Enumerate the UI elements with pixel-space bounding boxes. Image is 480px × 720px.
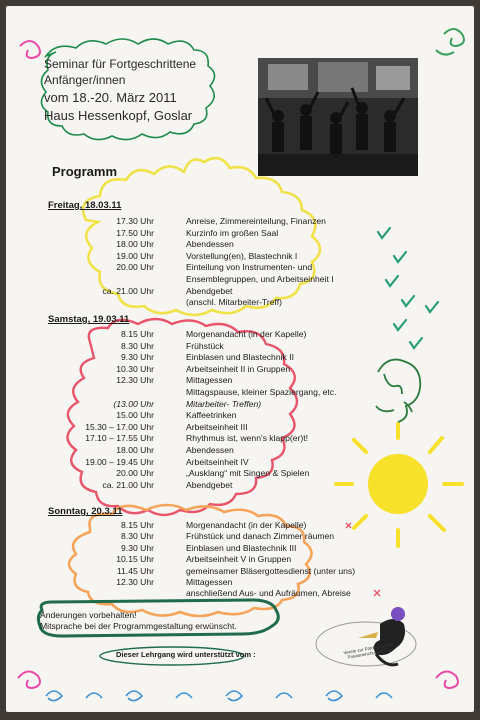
schedule-time: 20.00 Uhr	[116, 468, 154, 479]
schedule-activity: Mittagspause, kleiner Spaziergang, etc.	[186, 387, 337, 397]
notice-line-1: Änderungen vorbehalten!	[40, 610, 137, 620]
notice-line-2: Mitsprache bei der Programmgestaltung erwünscht.	[40, 621, 237, 631]
schedule-activity: anschließend Aus- und Aufräumen, Abreise	[186, 588, 351, 599]
schedule-activity: Arbeitseinheit IV	[186, 456, 249, 467]
schedule-time: 17.50 Uhr	[116, 227, 154, 238]
bottom-swirls	[46, 691, 392, 701]
schedule-activity: Arbeitseinheit V in Gruppen	[186, 554, 292, 565]
schedule-activity: Morgenandacht (in der Kapelle)	[186, 520, 307, 530]
schedule-time: 15.30 – 17.00 Uhr	[85, 421, 154, 432]
schedule-activity: Abendessen	[186, 445, 234, 455]
schedule-time: 8.15 Uhr	[121, 520, 154, 530]
schedule-activity: Ensemblegruppen, und Arbeitseinheit I	[186, 274, 334, 284]
schedule-time: 18.00 Uhr	[116, 239, 154, 250]
schedule-activity: Einblasen und Blastechnik III	[186, 542, 297, 553]
schedule-activity: Vorstellung(en), Blastechnik I	[186, 250, 298, 261]
support-text: Dieser Lehrgang wird unterstützt vom :	[116, 650, 256, 659]
schedule-time: 19.00 Uhr	[116, 250, 154, 261]
sun-drawing	[336, 424, 462, 546]
header-line-1: Seminar für Fortgeschrittene	[44, 57, 197, 71]
schedule-activity: Arbeitseinheit III	[186, 421, 248, 432]
schedule-time: 17.10 – 17.55 Uhr	[85, 433, 154, 444]
schedule-activity: Kurzinfo im großen Saal	[186, 227, 279, 238]
schedule-activity: Morgenandacht (in der Kapelle)	[186, 329, 307, 339]
day-label-friday: Freitag, 18.03.11	[48, 200, 122, 211]
schedule-activity: Frühstück	[186, 340, 224, 351]
schedule-time: 12.30 Uhr	[116, 375, 154, 386]
schedule-time: 19.00 – 19.45 Uhr	[85, 456, 154, 467]
band-photo-image	[258, 58, 418, 176]
schedule-time: 18.00 Uhr	[116, 445, 154, 455]
schedule-activity: Arbeitseinheit II in Gruppen	[186, 363, 291, 374]
program-sheet	[6, 6, 474, 712]
notice-box	[40, 610, 278, 632]
schedule-time: (13.00 Uhr	[113, 398, 154, 409]
schedule-activity: Abendgebet	[186, 285, 233, 296]
header-line-3: vom 18.-20. März 2011	[44, 90, 177, 105]
schedule-activity: (anschl. Mitarbeiter-Treff)	[186, 297, 282, 308]
header-line-4: Haus Hessenkopf, Goslar	[44, 108, 193, 123]
schedule-time: 11.45 Uhr	[116, 565, 154, 576]
schedule-activity: Einblasen und Blastechnik II	[186, 352, 294, 363]
schedule-activity: Rhythmus ist, wenn's klapp(er)t!	[186, 433, 308, 444]
face-doodle	[376, 360, 420, 422]
header-line-2: Anfänger/innen	[44, 73, 126, 87]
schedule-time: ca. 21.00 Uhr	[102, 479, 154, 490]
schedule-activity: Abendessen	[186, 239, 234, 250]
schedule-time: 8.15 Uhr	[121, 329, 154, 339]
schedule-activity: gemeinsamer Bläsergottesdienst (unter uns)	[186, 565, 356, 576]
schedule-activity: „Ausklang“ mit Singen & Spielen	[186, 468, 310, 479]
schedule-activity: Mittagessen	[186, 577, 233, 587]
schedule-time: 15.00 Uhr	[116, 410, 154, 421]
schedule-activity: Mittagessen	[186, 375, 233, 386]
schedule-time: 12.30 Uhr	[116, 577, 154, 587]
schedule-time: ca. 21.00 Uhr	[102, 285, 154, 296]
schedule-time: 10.15 Uhr	[116, 554, 154, 565]
day-label-saturday: Samstag, 19.03.11	[48, 314, 130, 325]
schedule-time: 9.30 Uhr	[121, 352, 154, 363]
schedule-activity: Abendgebet	[186, 479, 233, 490]
red-x-marks	[346, 523, 380, 596]
day-label-sunday: Sonntag, 20.3.11	[48, 506, 123, 517]
corner-swirls-green	[436, 29, 464, 55]
schedule-time: 17.30 Uhr	[116, 216, 154, 226]
schedule-time: 8.30 Uhr	[121, 340, 154, 351]
schedule-time: 20.00 Uhr	[116, 262, 154, 273]
chevron-doodles	[378, 228, 438, 348]
mascot-caption: Verein zur Förderung des Posaunenchorwesens	[343, 641, 395, 660]
schedule-activity: Frühstück und danach Zimmer räumen	[186, 531, 335, 542]
schedule-time: 9.30 Uhr	[121, 542, 154, 553]
schedule-activity: Kaffeetrinken	[186, 410, 237, 421]
seminar-photo	[258, 58, 418, 176]
schedule-time: 8.30 Uhr	[121, 531, 154, 542]
schedule-activity: Mitarbeiter- Treffen)	[186, 398, 262, 409]
schedule-activity: Einteilung von Instrumenten- und	[186, 262, 313, 273]
schedule-time: 10.30 Uhr	[116, 363, 154, 374]
schedule-activity: Anreise, Zimmereinteilung, Finanzen	[186, 216, 326, 226]
program-title: Programm	[52, 164, 118, 179]
